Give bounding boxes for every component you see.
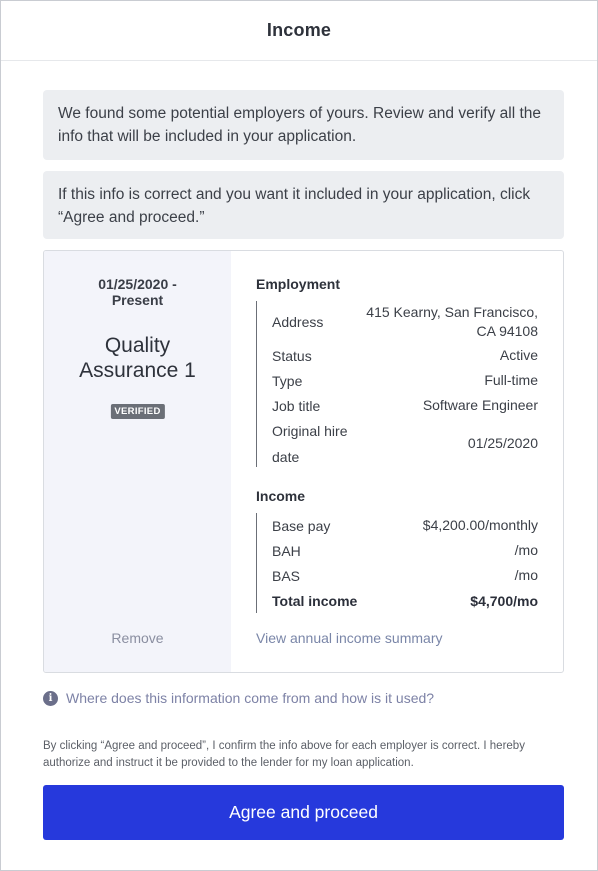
detail-row-type <box>272 368 538 393</box>
income-label: Base pay <box>272 517 331 534</box>
consent-text: By clicking “Agree and proceed”, I confirm the info above for each employer is correct. I hereby authorize and instruct it be provided to the lender for my loan application. <box>43 740 525 769</box>
employer-summary <box>44 251 231 672</box>
income-value: $4,200.00/monthly <box>422 517 538 533</box>
income-row-total <box>272 588 538 614</box>
detail-value: Software Engineer <box>422 397 538 413</box>
detail-label: Original hire date <box>272 422 348 465</box>
detail-value: 415 Kearny, San Francisco, CA 94108 <box>366 304 538 339</box>
income-label: BAH <box>272 542 301 559</box>
notice-agree-instructions: If this info is correct and you want it included in your application, click “Agree and proceed.” <box>43 171 564 239</box>
detail-row-hire-date <box>272 418 538 469</box>
income-label: Total income <box>272 593 358 609</box>
detail-row-job-title <box>272 393 538 418</box>
income-row-base-pay <box>272 513 538 538</box>
notice-employers-found: We found some potential employers of yours. Review and verify all the info that will be included in your application. <box>43 90 564 160</box>
detail-row-status <box>272 343 538 368</box>
income-value: $4,700/mo <box>470 592 538 609</box>
annual-income-summary-link[interactable]: View annual income summary <box>256 630 443 646</box>
employment-dates: 01/25/2020 - Present <box>98 276 177 308</box>
income-row-bah <box>272 538 538 563</box>
detail-label: Type <box>272 372 303 389</box>
income-value: /mo <box>514 567 538 583</box>
info-help-row[interactable] <box>43 690 434 706</box>
remove-employer-link[interactable]: Remove <box>111 630 164 646</box>
detail-label: Job title <box>272 397 321 414</box>
employer-name: Quality Assurance 1 <box>79 334 196 382</box>
detail-label: Status <box>272 347 312 364</box>
income-details-list <box>256 513 538 613</box>
detail-row-address <box>272 301 538 343</box>
page-title: Income <box>266 20 332 40</box>
income-row-bas <box>272 563 538 588</box>
employer-details <box>231 251 563 672</box>
income-section-title: Income <box>256 488 306 504</box>
income-value: /mo <box>514 542 538 558</box>
detail-value: Full-time <box>484 372 538 388</box>
verified-badge: VERIFIED <box>110 404 164 419</box>
detail-value: 01/25/2020 <box>467 435 538 451</box>
dialog-header <box>1 1 597 61</box>
agree-and-proceed-button[interactable]: Agree and proceed <box>43 785 564 840</box>
detail-value: Active <box>499 347 538 363</box>
info-icon: i <box>43 691 58 706</box>
employment-details-list <box>256 301 538 467</box>
employer-card <box>43 250 564 673</box>
income-label: BAS <box>272 567 301 584</box>
detail-label: Address <box>272 314 324 330</box>
employment-section-title: Employment <box>256 276 341 292</box>
info-source-link[interactable]: Where does this information come from and how is it used? <box>66 690 435 706</box>
